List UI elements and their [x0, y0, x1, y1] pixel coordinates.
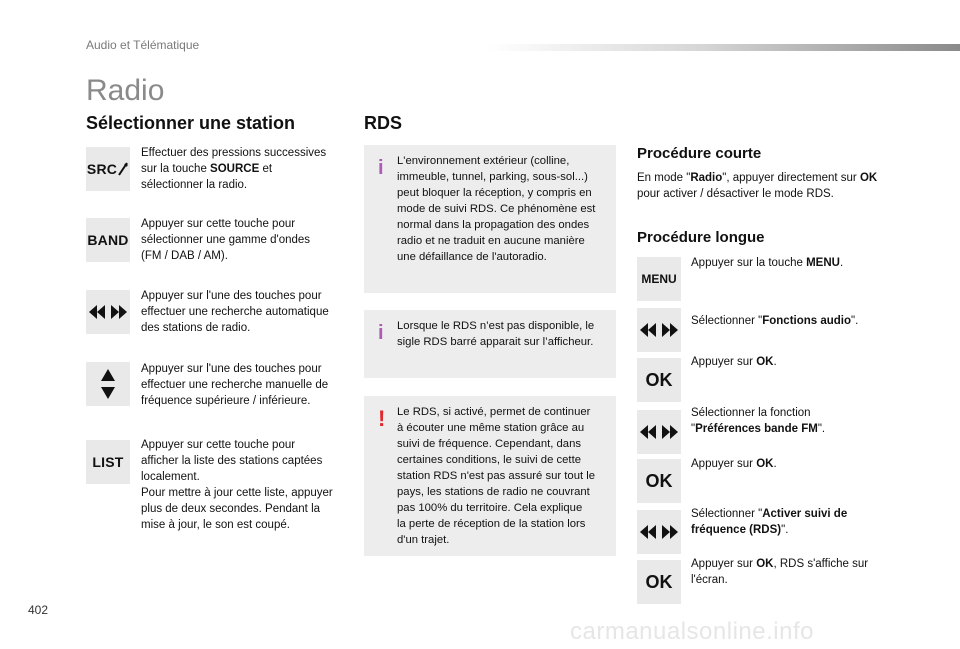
step-2-text: Sélectionner "Fonctions audio".	[691, 315, 859, 327]
step-2-seek-button	[637, 308, 681, 352]
rds-info-note-1-text: L'environnement extérieur (colline, immeuble, tunnel, parking, sous-sol...) peut bloquer la réception, y compris en mode de suivi RDS. Ce phénomène est normal dans la propagation des ondes radio et ne traduit en aucune manière une défaillance de l'autoradio.	[397, 155, 596, 263]
ok-button-label: OK	[645, 470, 673, 491]
menu-button-label: MENU	[641, 272, 677, 286]
step-7-text: Appuyer sur OK, RDS s'affiche sur l'écran.	[691, 558, 869, 586]
list-description: Appuyer sur cette touche pour afficher la liste des stations captées localement. Pour mettre à jour cette liste, appuyer plus de deux secondes. Pendant la mise à jour, le son est coupé.	[141, 439, 333, 531]
src-description: Effectuer des pressions successives sur la touche SOURCE et sélectionner la radio.	[141, 147, 327, 191]
page-title: Radio	[86, 74, 165, 107]
up-down-description: Appuyer sur l'une des touches pour effectuer une recherche manuelle de fréquence supérieure / inférieure.	[141, 363, 329, 407]
list-button-label: LIST	[92, 454, 124, 470]
rds-warning-note	[364, 396, 616, 556]
step-5-text: Appuyer sur OK.	[691, 458, 777, 470]
info-icon: i	[378, 322, 384, 344]
long-procedure-title: Procédure longue	[637, 229, 765, 246]
page-number: 402	[28, 603, 49, 617]
step-3-text: Appuyer sur OK.	[691, 356, 777, 368]
up-down-button	[86, 362, 130, 406]
seek-left-right-icon	[88, 304, 128, 320]
ok-button-label: OK	[645, 571, 673, 592]
ok-button-1	[637, 358, 681, 402]
warning-icon: !	[378, 406, 386, 431]
step-4-text: Sélectionner la fonction "Préférences bande FM".	[691, 407, 826, 435]
rds-info-note-2-text: Lorsque le RDS n’est pas disponible, le sigle RDS barré apparait sur l’afficheur.	[397, 320, 595, 348]
ok-button-2	[637, 459, 681, 503]
seek-description: Appuyer sur l'une des touches pour effectuer une recherche automatique des stations de radio.	[141, 290, 329, 334]
step-1-text: Appuyer sur la touche MENU.	[691, 257, 844, 269]
rds-info-note-2	[364, 310, 616, 378]
watermark: carmanualsonline.info	[570, 618, 814, 645]
short-procedure-text: En mode "Radio", appuyer directement sur OK pour activer / désactiver le mode RDS.	[637, 172, 878, 200]
info-icon: i	[378, 157, 384, 179]
seek-left-right-icon	[639, 424, 679, 440]
left-section-title: Sélectionner une station	[86, 113, 296, 133]
seek-left-right-icon	[639, 322, 679, 338]
arrow-up-icon	[101, 369, 115, 381]
step-4-seek-button	[637, 410, 681, 454]
menu-button	[637, 257, 681, 301]
section-header: Audio et Télématique	[86, 38, 200, 52]
step-6-text: Sélectionner "Activer suivi de fréquence (RDS)".	[691, 508, 848, 536]
header-rule	[488, 44, 960, 51]
src-slash-icon	[117, 162, 129, 176]
band-description: Appuyer sur cette touche pour sélectionner une gamme d'ondes (FM / DAB / AM).	[141, 218, 311, 262]
src-button-label: SRC	[86, 161, 118, 177]
band-button-label: BAND	[87, 232, 129, 248]
short-procedure-title: Procédure courte	[637, 145, 762, 162]
step-6-seek-button	[637, 510, 681, 554]
list-button	[86, 440, 130, 484]
seek-left-right-icon	[639, 524, 679, 540]
src-button	[86, 147, 130, 191]
arrow-down-icon	[101, 387, 115, 399]
rds-title: RDS	[364, 113, 403, 133]
band-button	[86, 218, 130, 262]
ok-button-label: OK	[645, 369, 673, 390]
ok-button-3	[637, 560, 681, 604]
rds-info-note-1	[364, 145, 616, 293]
seek-button	[86, 290, 130, 334]
rds-warning-note-text: Le RDS, si activé, permet de continuer à écouter une même station grâce au suivi de fréquence. Cependant, dans certaines conditions, le suivi de cette station RDS n'est pas assuré sur tout le pays, les stations de radio ne couvrant pas 100% du territoire. Cela explique la perte de réception de la station lors d'un trajet.	[397, 406, 596, 546]
